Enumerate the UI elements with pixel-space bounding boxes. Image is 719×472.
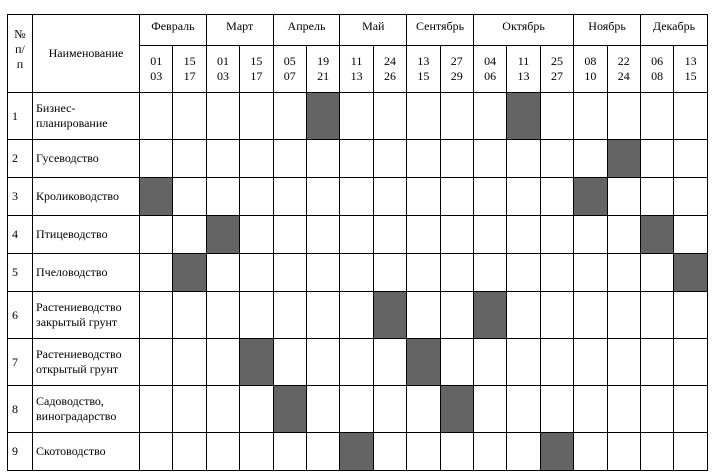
schedule-cell	[140, 339, 173, 386]
schedule-cell	[140, 254, 173, 292]
schedule-cell	[607, 178, 640, 216]
schedule-cell	[140, 292, 173, 339]
date-end: 06	[484, 69, 497, 83]
schedule-cell-filled	[540, 433, 573, 471]
schedule-cell-filled	[240, 339, 273, 386]
schedule-cell	[306, 178, 339, 216]
date-header-3	[206, 46, 239, 93]
schedule-cell-filled	[140, 178, 173, 216]
schedule-cell	[306, 339, 339, 386]
schedule-cell	[240, 93, 273, 140]
schedule-cell	[540, 386, 573, 433]
schedule-cell	[607, 339, 640, 386]
date-start: 13	[417, 54, 430, 68]
row-name-line: виноградарство	[36, 409, 117, 423]
schedule-cell	[607, 292, 640, 339]
schedule-cell	[240, 433, 273, 471]
row-name	[33, 292, 140, 339]
month-header-2	[206, 15, 273, 46]
schedule-cell	[240, 386, 273, 433]
date-start: 01	[217, 54, 229, 68]
date-header-17	[674, 46, 708, 93]
month-label: Май	[362, 19, 385, 33]
date-end: 15	[417, 69, 430, 83]
date-header-16	[640, 46, 673, 93]
schedule-cell	[373, 254, 406, 292]
schedule-cell	[340, 93, 373, 140]
date-header-11	[473, 46, 506, 93]
schedule-cell	[473, 140, 506, 178]
schedule-cell-filled	[674, 254, 708, 292]
schedule-cell	[440, 433, 473, 471]
month-label: Март	[226, 19, 254, 33]
schedule-cell	[373, 216, 406, 254]
schedule-cell	[674, 178, 708, 216]
row-name	[33, 386, 140, 433]
date-start: 15	[250, 54, 263, 68]
schedule-cell	[206, 178, 239, 216]
schedule-cell	[173, 140, 206, 178]
schedule-cell	[173, 93, 206, 140]
schedule-cell	[574, 433, 607, 471]
month-label: Сентябрь	[416, 19, 465, 33]
row-name-line: открытый грунт	[36, 362, 119, 376]
schedule-cell	[340, 140, 373, 178]
table-row	[8, 433, 708, 471]
schedule-cell	[674, 386, 708, 433]
month-header-4	[340, 15, 407, 46]
schedule-cell	[373, 433, 406, 471]
schedule-cell	[340, 292, 373, 339]
row-name-line: Птицеводство	[36, 227, 108, 241]
schedule-cell	[640, 93, 673, 140]
row-number: 5	[8, 254, 33, 292]
date-header-12	[507, 46, 540, 93]
schedule-cell	[440, 339, 473, 386]
schedule-cell	[173, 292, 206, 339]
schedule-cell	[273, 140, 306, 178]
row-name-line: закрытый грунт	[36, 315, 118, 329]
date-end: 17	[183, 69, 196, 83]
schedule-cell	[407, 216, 440, 254]
schedule-cell	[407, 254, 440, 292]
row-name-line: Садоводство,	[36, 394, 104, 408]
schedule-cell-filled	[574, 178, 607, 216]
schedule-cell	[173, 386, 206, 433]
schedule-cell	[407, 178, 440, 216]
row-name-line: Гусеводство	[36, 151, 99, 165]
schedule-cell-filled	[607, 140, 640, 178]
schedule-cell	[140, 386, 173, 433]
date-header-15	[607, 46, 640, 93]
schedule-cell	[306, 254, 339, 292]
schedule-cell	[273, 178, 306, 216]
row-name	[33, 216, 140, 254]
table-row	[8, 140, 708, 178]
date-end: 21	[317, 69, 330, 83]
month-label: Октябрь	[502, 19, 545, 33]
date-start: 11	[350, 54, 363, 68]
schedule-cell	[373, 140, 406, 178]
schedule-cell	[507, 178, 540, 216]
date-start: 25	[550, 54, 563, 68]
date-end: 07	[283, 69, 296, 83]
schedule-cell	[574, 339, 607, 386]
date-end: 17	[250, 69, 263, 83]
schedule-cell	[473, 339, 506, 386]
schedule-cell	[473, 216, 506, 254]
schedule-cell	[173, 339, 206, 386]
table-row	[8, 292, 708, 339]
date-end: 13	[350, 69, 363, 83]
row-name-line: Кролиководство	[36, 189, 119, 203]
schedule-cell-filled	[407, 339, 440, 386]
date-header-1	[140, 46, 173, 93]
schedule-cell	[407, 386, 440, 433]
table-row	[8, 386, 708, 433]
schedule-cell	[306, 140, 339, 178]
month-label: Апрель	[287, 19, 326, 33]
schedule-cell	[240, 178, 273, 216]
header-name-cell	[33, 15, 140, 93]
schedule-cell	[173, 216, 206, 254]
schedule-cell-filled	[206, 216, 239, 254]
schedule-cell	[273, 292, 306, 339]
row-name	[33, 178, 140, 216]
row-number: 9	[8, 433, 33, 471]
schedule-cell	[240, 254, 273, 292]
schedule-cell	[206, 386, 239, 433]
schedule-cell	[607, 433, 640, 471]
schedule-cell	[407, 292, 440, 339]
date-start: 22	[617, 54, 630, 68]
date-header-7	[340, 46, 373, 93]
table-row	[8, 178, 708, 216]
schedule-cell	[574, 254, 607, 292]
date-header-2	[173, 46, 206, 93]
row-name	[33, 339, 140, 386]
header-num-label: № п/ п	[14, 27, 26, 71]
schedule-cell	[574, 292, 607, 339]
schedule-cell	[607, 93, 640, 140]
schedule-cell	[640, 140, 673, 178]
schedule-cell	[340, 178, 373, 216]
month-label: Ноябрь	[588, 19, 626, 33]
date-start: 05	[283, 54, 296, 68]
schedule-cell	[640, 178, 673, 216]
schedule-cell	[340, 386, 373, 433]
schedule-cell	[607, 386, 640, 433]
schedule-cell	[674, 433, 708, 471]
date-start: 13	[684, 54, 697, 68]
schedule-cell	[540, 216, 573, 254]
date-start: 19	[317, 54, 330, 68]
schedule-cell	[273, 339, 306, 386]
schedule-cell	[674, 93, 708, 140]
row-number: 4	[8, 216, 33, 254]
schedule-cell	[540, 292, 573, 339]
date-end: 27	[550, 69, 563, 83]
date-header-6	[306, 46, 339, 93]
schedule-cell-filled	[173, 254, 206, 292]
schedule-cell	[240, 292, 273, 339]
schedule-cell	[373, 178, 406, 216]
schedule-cell	[206, 254, 239, 292]
schedule-cell	[206, 292, 239, 339]
row-name-line: Пчеловодство	[36, 265, 108, 279]
date-start: 15	[183, 54, 196, 68]
schedule-cell	[674, 339, 708, 386]
schedule-cell	[340, 254, 373, 292]
date-header-8	[373, 46, 406, 93]
date-header-5	[273, 46, 306, 93]
schedule-cell	[440, 292, 473, 339]
schedule-cell-filled	[507, 93, 540, 140]
schedule-cell	[507, 433, 540, 471]
row-name	[33, 254, 140, 292]
schedule-cell-filled	[273, 386, 306, 433]
schedule-cell	[574, 386, 607, 433]
schedule-cell	[473, 93, 506, 140]
date-start: 08	[584, 54, 597, 68]
schedule-cell	[140, 433, 173, 471]
schedule-cell	[540, 140, 573, 178]
schedule-cell	[540, 254, 573, 292]
schedule-cell	[206, 93, 239, 140]
schedule-cell	[273, 93, 306, 140]
header-row-months	[8, 15, 708, 46]
table-row	[8, 254, 708, 292]
schedule-cell	[273, 216, 306, 254]
schedule-cell	[140, 93, 173, 140]
row-number: 6	[8, 292, 33, 339]
schedule-cell	[340, 339, 373, 386]
date-header-13	[540, 46, 573, 93]
schedule-cell	[173, 433, 206, 471]
schedule-cell	[640, 292, 673, 339]
table-row	[8, 339, 708, 386]
schedule-cell	[674, 216, 708, 254]
date-end: 26	[383, 69, 396, 83]
date-end: 03	[217, 69, 229, 83]
schedule-cell	[640, 386, 673, 433]
date-header-9	[407, 46, 440, 93]
schedule-cell	[507, 339, 540, 386]
schedule-cell	[306, 216, 339, 254]
table-row	[8, 93, 708, 140]
schedule-table	[7, 14, 708, 471]
schedule-cell	[574, 140, 607, 178]
schedule-cell	[140, 140, 173, 178]
schedule-cell	[373, 93, 406, 140]
date-header-4	[240, 46, 273, 93]
schedule-cell	[607, 254, 640, 292]
schedule-cell	[507, 386, 540, 433]
month-header-8	[640, 15, 707, 46]
schedule-cell	[407, 140, 440, 178]
schedule-cell	[507, 216, 540, 254]
schedule-cell	[507, 254, 540, 292]
month-header-6	[473, 15, 573, 46]
schedule-cell	[473, 386, 506, 433]
schedule-cell	[540, 339, 573, 386]
date-end: 24	[617, 69, 630, 83]
schedule-cell	[507, 292, 540, 339]
row-name-line: планирование	[36, 116, 108, 130]
date-header-14	[574, 46, 607, 93]
schedule-cell	[507, 140, 540, 178]
month-header-3	[273, 15, 340, 46]
schedule-cell	[206, 339, 239, 386]
row-name-line: Скотоводство	[36, 444, 106, 458]
schedule-cell	[440, 93, 473, 140]
row-number: 8	[8, 386, 33, 433]
row-name	[33, 93, 140, 140]
month-label: Февраль	[151, 19, 195, 33]
row-name-line: Растениеводство	[36, 300, 122, 314]
schedule-cell-filled	[440, 386, 473, 433]
schedule-cell	[240, 140, 273, 178]
schedule-cell	[373, 386, 406, 433]
month-header-1	[140, 15, 207, 46]
date-end: 03	[150, 69, 163, 83]
date-end: 15	[684, 69, 697, 83]
schedule-cell	[440, 254, 473, 292]
date-start: 04	[484, 54, 497, 68]
schedule-cell	[640, 433, 673, 471]
schedule-cell	[440, 140, 473, 178]
schedule-cell	[440, 178, 473, 216]
date-start: 06	[651, 54, 664, 68]
row-name	[33, 433, 140, 471]
date-start: 24	[383, 54, 396, 68]
schedule-cell	[373, 339, 406, 386]
date-end: 08	[651, 69, 664, 83]
schedule-cell	[273, 254, 306, 292]
schedule-cell	[206, 433, 239, 471]
schedule-cell	[574, 216, 607, 254]
date-end: 10	[584, 69, 597, 83]
schedule-cell	[306, 292, 339, 339]
schedule-cell-filled	[306, 93, 339, 140]
row-number: 1	[8, 93, 33, 140]
month-header-7	[574, 15, 641, 46]
schedule-cell	[407, 93, 440, 140]
schedule-cell	[140, 216, 173, 254]
schedule-cell	[540, 93, 573, 140]
row-name-line: Бизнес-	[36, 101, 76, 115]
schedule-cell	[407, 433, 440, 471]
schedule-cell	[607, 216, 640, 254]
month-label: Декабрь	[652, 19, 696, 33]
schedule-cell	[240, 216, 273, 254]
schedule-cell	[273, 433, 306, 471]
schedule-cell	[473, 178, 506, 216]
schedule-cell	[674, 292, 708, 339]
schedule-cell	[574, 93, 607, 140]
date-start: 27	[450, 54, 463, 68]
schedule-cell	[440, 216, 473, 254]
schedule-cell-filled	[640, 216, 673, 254]
month-header-5	[407, 15, 474, 46]
row-name-line: Растениеводство	[36, 347, 122, 361]
header-num-cell	[8, 15, 33, 93]
date-header-10	[440, 46, 473, 93]
schedule-cell	[340, 216, 373, 254]
schedule-cell-filled	[340, 433, 373, 471]
header-name-label: Наименование	[48, 46, 124, 60]
schedule-cell-filled	[373, 292, 406, 339]
row-name	[33, 140, 140, 178]
schedule-cell	[640, 339, 673, 386]
schedule-cell	[540, 178, 573, 216]
schedule-cell	[473, 433, 506, 471]
schedule-cell	[306, 433, 339, 471]
schedule-cell	[206, 140, 239, 178]
schedule-cell	[473, 254, 506, 292]
table-row	[8, 216, 708, 254]
row-number: 7	[8, 339, 33, 386]
schedule-cell	[306, 386, 339, 433]
date-end: 13	[517, 69, 530, 83]
schedule-wrapper	[7, 14, 708, 471]
schedule-cell	[640, 254, 673, 292]
schedule-cell	[674, 140, 708, 178]
schedule-cell-filled	[473, 292, 506, 339]
date-end: 29	[450, 69, 463, 83]
schedule-cell	[173, 178, 206, 216]
date-start: 01	[150, 54, 163, 68]
row-number: 3	[8, 178, 33, 216]
row-number: 2	[8, 140, 33, 178]
date-start: 11	[517, 54, 530, 68]
